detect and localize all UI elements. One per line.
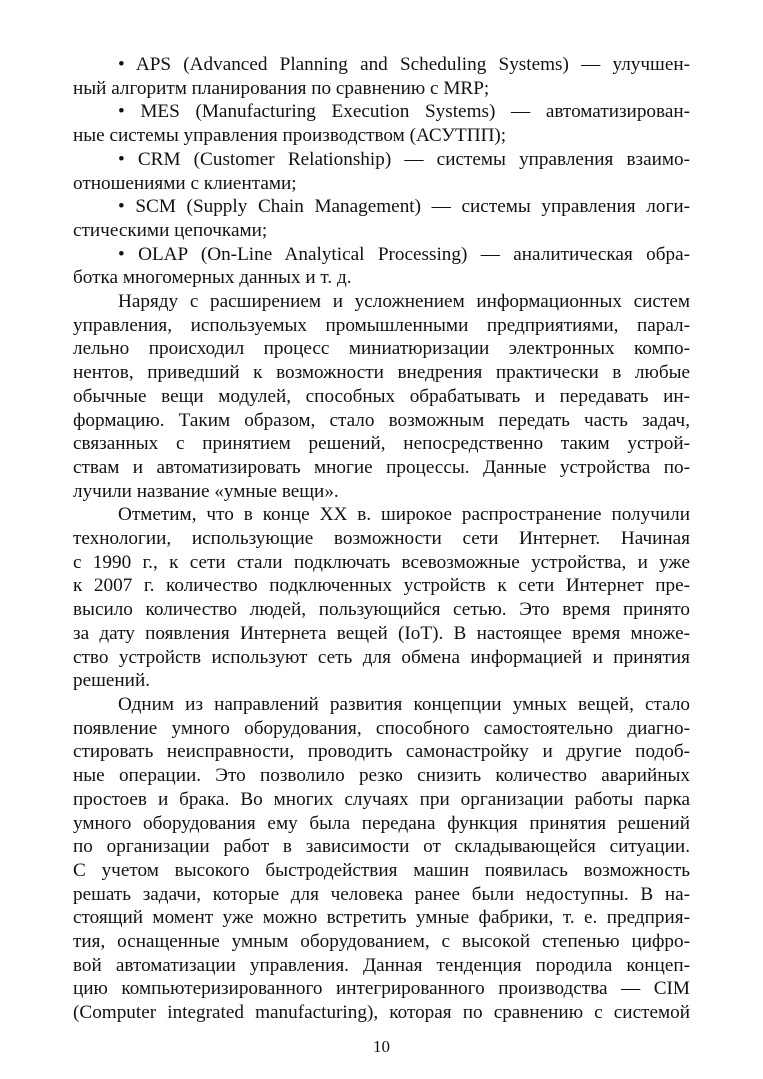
text-line: ство устройств используют сеть для обмена информацией и принятия <box>73 646 690 668</box>
text-line: связанных с принятием решений, непосредственно таким устрой- <box>73 433 690 455</box>
text-line: лучили название «умные вещи». <box>73 480 339 502</box>
text-line: технологии, использующие возможности сети Интернет. Начиная <box>73 528 690 550</box>
text-line: формацию. Таким образом, стало возможным передать часть задач, <box>73 409 690 431</box>
text-line: управления, используемых промышленными предприятиями, парал- <box>73 314 690 336</box>
text-line: • SCM (Supply Chain Management) — системы управления логи- <box>118 196 690 218</box>
text-line: Одним из направлений развития концепции умных вещей, стало <box>118 693 690 715</box>
text-line: ботка многомерных данных и т. д. <box>73 267 352 289</box>
text-line: решать задачи, которые для человека ранее были недоступны. В на- <box>73 883 690 905</box>
text-line: тия, оснащенные умным оборудованием, с высокой степенью цифро- <box>73 931 690 953</box>
text-line: С учетом высокого быстродействия машин появилась возможность <box>73 859 690 881</box>
text-line: стоящий момент уже можно встретить умные фабрики, т. е. предприя- <box>73 907 690 929</box>
text-line: простоев и брака. Во многих случаях при организации работы парка <box>73 788 690 810</box>
text-line: отношениями с клиентами; <box>73 172 297 194</box>
bullet-item <box>73 195 690 242</box>
text-line: стическими цепочками; <box>73 219 268 241</box>
text-line: • CRM (Customer Relationship) — системы управления взаимо- <box>118 148 690 170</box>
text-line: умного оборудования ему была передана функция принятия решений <box>73 812 690 834</box>
page-body <box>73 53 690 1025</box>
text-line: Наряду с расширением и усложнением информационных систем <box>118 291 690 313</box>
text-line: Отметим, что в конце XX в. широкое распространение получили <box>118 504 690 526</box>
text-line: с 1990 г., к сети стали подключать всевозможные устройства, и уже <box>73 551 690 573</box>
text-line: ные системы управления производством (АСУТПП); <box>73 125 507 147</box>
text-line: решений. <box>73 670 151 692</box>
bullet-item <box>73 100 690 147</box>
text-line: к 2007 г. количество подключенных устройств к сети Интернет пре- <box>73 575 690 597</box>
text-line: высило количество людей, пользующийся сетью. Это время принято <box>73 599 690 621</box>
text-line: по организации работ в зависимости от складывающейся ситуации. <box>73 836 690 858</box>
text-line: нентов, приведший к возможности внедрения практически в любые <box>73 362 690 384</box>
text-line: ствам и автоматизировать многие процессы. Данные устройства по- <box>73 456 690 478</box>
text-line: • OLAP (On-Line Analytical Processing) — аналитическая обра- <box>118 243 690 265</box>
text-line: за дату появления Интернета вещей (IoT). В настоящее время множе- <box>73 622 690 644</box>
paragraph <box>73 290 690 503</box>
text-line: лельно происходил процесс миниатюризации электронных компо- <box>73 338 690 360</box>
text-line: появление умного оборудования, способного самостоятельно диагно- <box>73 717 690 739</box>
text-line: ный алгоритм планирования по сравнению с MRP; <box>73 77 490 99</box>
text-line: • MES (Manufacturing Execution Systems) — автоматизирован- <box>118 101 690 123</box>
paragraph <box>73 693 690 1025</box>
text-line: вой автоматизации управления. Данная тенденция породила концеп- <box>73 954 690 976</box>
page-number: 10 <box>373 1037 390 1056</box>
text-line: ные операции. Это позволило резко снизить количество аварийных <box>73 765 690 787</box>
text-line: стировать неисправности, проводить самонастройку и другие подоб- <box>73 741 690 763</box>
bullet-item <box>73 53 690 100</box>
text-line: цию компьютеризированного интегрированного производства — CIM <box>73 978 690 1000</box>
bullet-item <box>73 243 690 290</box>
paragraph <box>73 503 690 693</box>
bullet-item <box>73 148 690 195</box>
text-line: (Computer integrated manufacturing), которая по сравнению с системой <box>73 1002 690 1024</box>
text-line: • APS (Advanced Planning and Scheduling Systems) — улучшен- <box>118 54 690 75</box>
text-line: обычные вещи модулей, способных обрабатывать и передавать ин- <box>73 385 690 407</box>
